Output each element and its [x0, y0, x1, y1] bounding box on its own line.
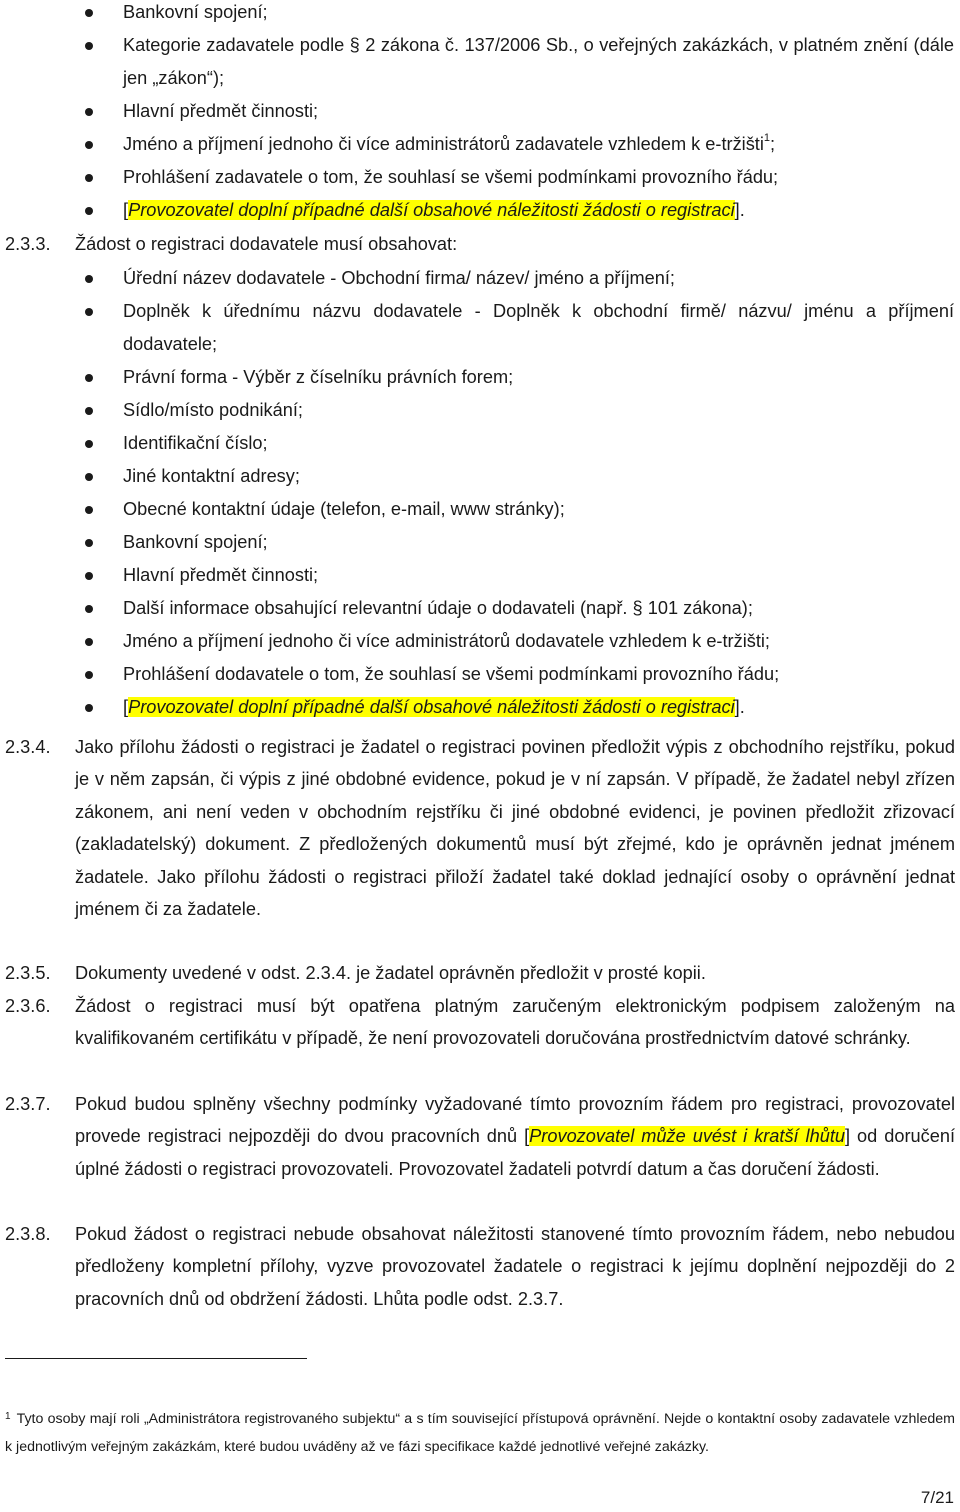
list-item: Hlavní předmět činnosti; — [0, 559, 960, 592]
list-item: Obecné kontaktní údaje (telefon, e-mail, www stránky); — [0, 493, 960, 526]
footnote-text: Tyto osoby mají roli „Administrátora registrovaného subjektu“ a s tím související přístupová oprávnění. Nejde o kontaktní osoby zadavatele vzhledem k jednotlivým veřejným zakázkám, které budou uváděny až ve fázi specifikace každé jednotlivé veřejné zakázky. — [5, 1411, 955, 1455]
paragraph-text: Žádost o registraci musí být opatřena platným zaručeným elektronickým podpisem založeným na kvalifikovaném certifikátu v případě, že není provozovateli doručována prostřednictvím datové schránky. — [75, 996, 955, 1049]
list-item: Identifikační číslo; — [0, 427, 960, 460]
bullet-list-zadavatel — [0, 0, 960, 227]
paragraph-2-3-6 — [5, 990, 955, 1055]
bullet-icon — [85, 704, 93, 712]
paragraph-text: Pokud budou splněny všechny podmínky vyžadované tímto provozním řádem pro registraci, provozovatel provede registraci nejpozději do dvou pracovních dnů [Provozovatel může uvést i kratší lhůtu] od doručení úplné žádosti o registraci provozovateli. Provozovatel žadateli potvrdí datum a čas doručení žádosti. — [75, 1094, 955, 1179]
paragraph-2-3-5 — [5, 957, 955, 989]
bullet-icon — [85, 174, 93, 182]
paragraph-text: Jako přílohu žádosti o registraci je žadatel o registraci povinen předložit výpis z obchodního rejstříku, pokud je v něm zapsán, či výpis z jiné obdobné evidence, pokud je v ní zapsán. V případě, že žadatel nebyl zřízen zákonem, ani není veden v obchodním rejstříku či jiné obdobné evidenci, je povinen předložit zřizovací (zakladatelský) dokument. Z předložených dokumentů musí být zřejmé, kdo je oprávněn jednat jménem žadatele. Jako přílohu žádosti o registraci přiloží žadatel také doklad jednající osoby o oprávnění jednat jménem či za žadatele. — [75, 737, 955, 920]
paragraph-number: 2.3.8. — [5, 1224, 51, 1244]
bullet-icon — [85, 207, 93, 215]
bullet-icon — [85, 275, 93, 283]
bullet-icon — [85, 506, 93, 514]
paragraph-2-3-4 — [5, 731, 955, 925]
footnote — [5, 1406, 955, 1460]
footnote-separator — [5, 1358, 307, 1359]
paragraph-number: 2.3.7. — [5, 1094, 51, 1114]
paragraph-2-3-7 — [5, 1088, 955, 1185]
list-item: Hlavní předmět činnosti; — [0, 95, 960, 128]
list-item: Jméno a příjmení jednoho či více administrátorů dodavatele vzhledem k e-tržišti; — [0, 625, 960, 658]
bullet-icon — [85, 638, 93, 646]
section-number: 2.3.3. — [5, 234, 51, 254]
paragraph-text: Pokud žádost o registraci nebude obsahovat náležitosti stanovené tímto provozním řádem, nebo nebudou předloženy kompletní přílohy, vyzve provozovatel žadatele o registraci k jejímu doplnění nejpozději do 2 pracovních dnů od obdržení žádosti. Lhůta podle odst. 2.3.7. — [75, 1224, 955, 1309]
bullet-icon — [85, 539, 93, 547]
list-item: Bankovní spojení; — [0, 526, 960, 559]
list-item: [Provozovatel doplní případné další obsahové náležitosti žádosti o registraci]. — [0, 194, 960, 227]
list-item: Právní forma - Výběr z číselníku právních forem; — [0, 361, 960, 394]
list-item: Bankovní spojení; — [0, 0, 960, 29]
paragraph-2-3-8 — [5, 1218, 955, 1315]
highlighted-placeholder: Provozovatel doplní případné další obsahové náležitosti žádosti o registraci — [128, 200, 735, 220]
list-item: Doplněk k úřednímu názvu dodavatele - Doplněk k obchodní firmě/ názvu/ jménu a příjmení dodavatele; — [0, 295, 960, 361]
section-heading-text: Žádost o registraci dodavatele musí obsahovat: — [75, 234, 458, 254]
paragraph-number: 2.3.4. — [5, 737, 51, 757]
list-item: Úřední název dodavatele - Obchodní firma/ název/ jméno a příjmení; — [0, 262, 960, 295]
list-item: Prohlášení dodavatele o tom, že souhlasí se všemi podmínkami provozního řádu; — [0, 658, 960, 691]
bullet-icon — [85, 374, 93, 382]
list-item: Další informace obsahující relevantní údaje o dodavateli (např. § 101 zákona); — [0, 592, 960, 625]
list-item: Sídlo/místo podnikání; — [0, 394, 960, 427]
highlighted-placeholder: Provozovatel může uvést i kratší lhůtu — [529, 1126, 846, 1147]
paragraph-number: 2.3.6. — [5, 996, 51, 1016]
list-item: Jméno a příjmení jednoho či více administrátorů zadavatele vzhledem k e-tržišti$^1$; — [0, 128, 960, 161]
list-item: [Provozovatel doplní případné další obsahové náležitosti žádosti o registraci]. — [0, 691, 960, 724]
bullet-icon — [85, 671, 93, 679]
bullet-list-dodavatel — [0, 262, 960, 724]
list-item: Prohlášení zadavatele o tom, že souhlasí se všemi podmínkami provozního řádu; — [0, 161, 960, 194]
list-item: Jiné kontaktní adresy; — [0, 460, 960, 493]
section-heading-2-3-3 — [5, 228, 457, 261]
footnote-reference: 1 — [763, 131, 771, 144]
paragraph-number: 2.3.5. — [5, 963, 51, 983]
bullet-icon — [85, 572, 93, 580]
bullet-icon — [85, 605, 93, 613]
bullet-icon — [85, 473, 93, 481]
bullet-icon — [85, 308, 93, 316]
paragraph-text: Dokumenty uvedené v odst. 2.3.4. je žadatel oprávněn předložit v prosté kopii. — [75, 963, 706, 983]
bullet-icon — [85, 407, 93, 415]
footnote-number: 1 — [5, 1411, 11, 1422]
bullet-icon — [85, 9, 93, 17]
page-number: 7/21 — [920, 1488, 954, 1507]
list-item: Kategorie zadavatele podle § 2 zákona č. 137/2006 Sb., o veřejných zakázkách, v platném znění (dále jen „zákon“); — [0, 29, 960, 95]
bullet-icon — [85, 108, 93, 116]
bullet-icon — [85, 42, 93, 50]
bullet-icon — [85, 440, 93, 448]
highlighted-placeholder: Provozovatel doplní případné další obsahové náležitosti žádosti o registraci — [128, 697, 735, 717]
bullet-icon — [85, 141, 93, 149]
